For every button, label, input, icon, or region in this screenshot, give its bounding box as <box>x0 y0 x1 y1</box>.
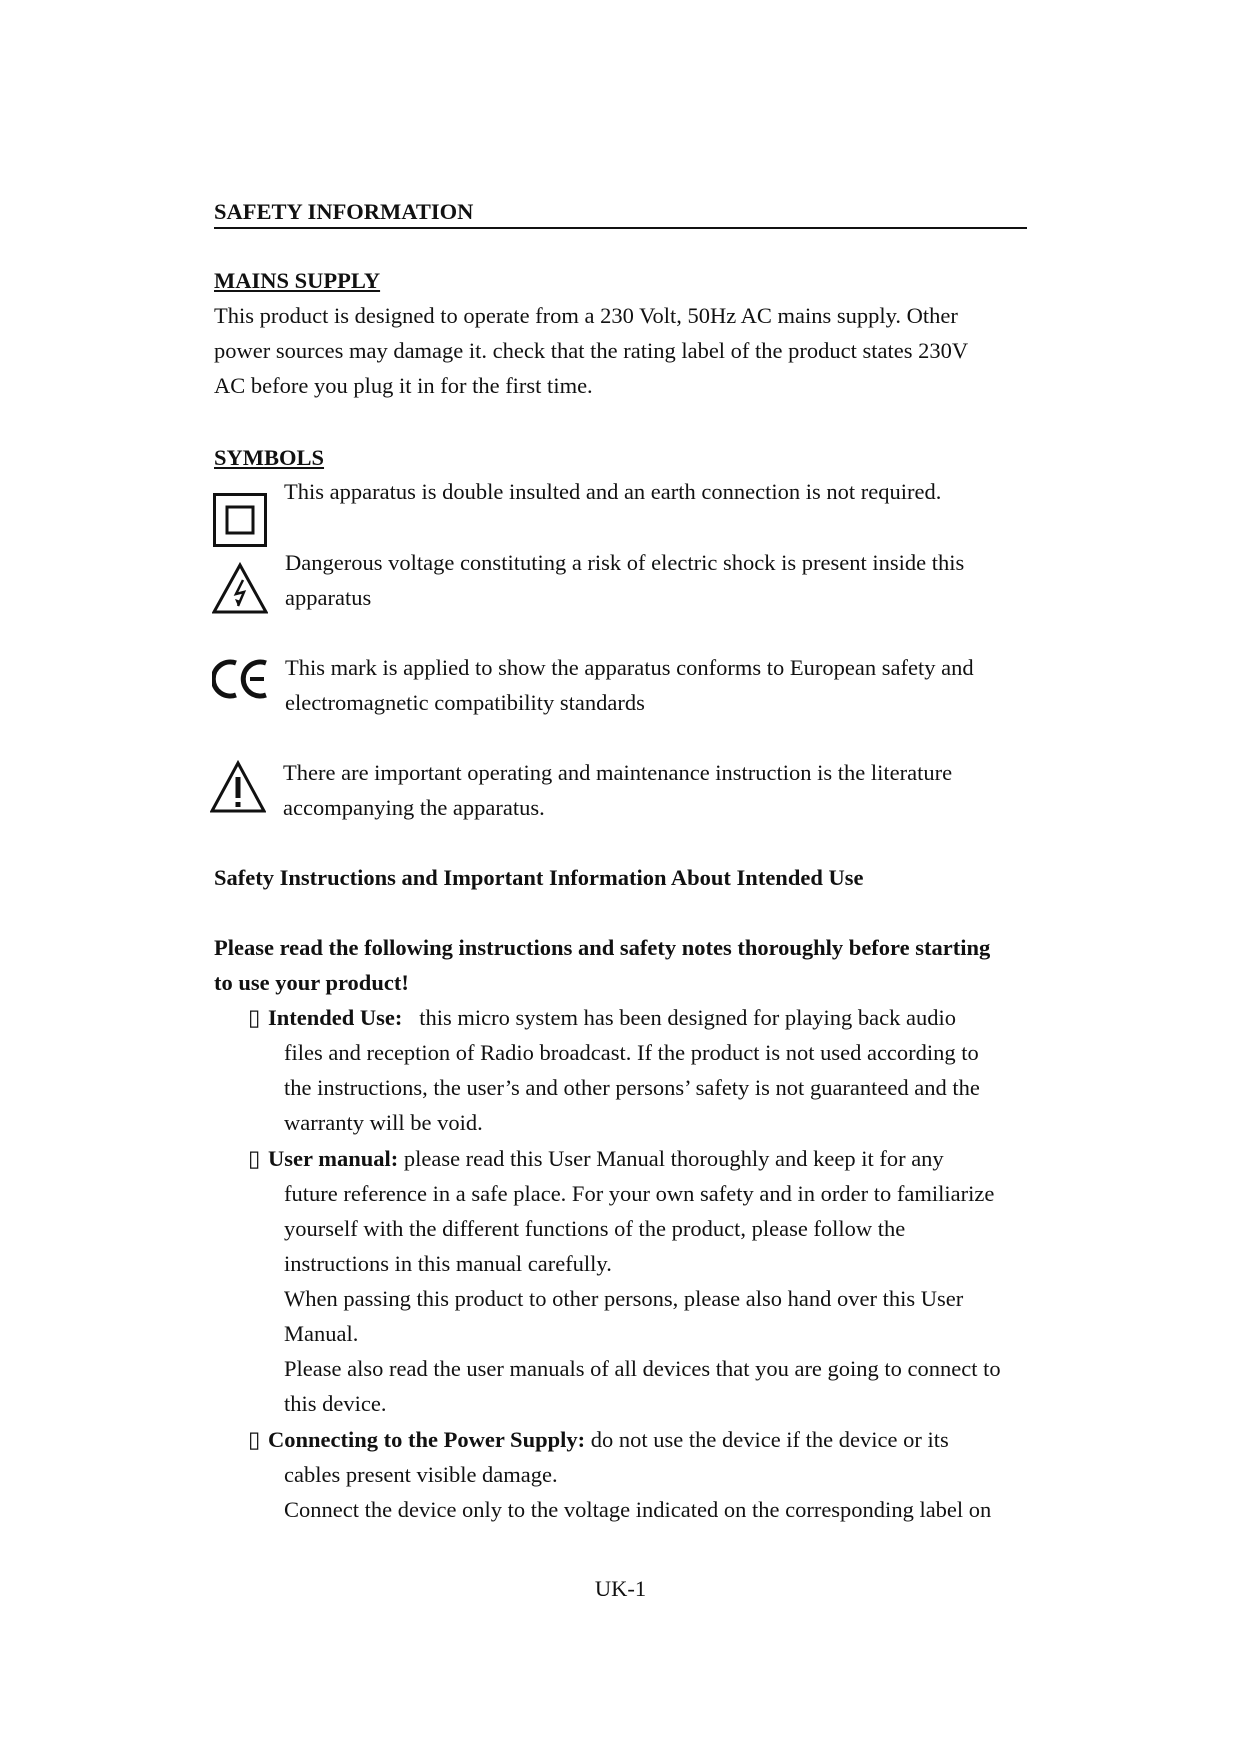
ce-mark-text: This mark is applied to show the apparatus conforms to European safety and <box>285 655 974 680</box>
read-instructions-notice: to use your product! <box>214 970 409 995</box>
page-number: UK-1 <box>594 1576 647 1601</box>
power-supply-label: Connecting to the Power Supply: <box>268 1427 586 1452</box>
mains-text-line: This product is designed to operate from a 230 Volt, 50Hz AC mains supply. Other <box>214 303 958 328</box>
ce-mark-icon <box>212 657 270 701</box>
safety-instructions-heading: Safety Instructions and Important Information About Intended Use <box>214 865 864 890</box>
user-manual-text: please read this User Manual thoroughly and keep it for any <box>398 1146 944 1171</box>
user-manual-item <box>248 1141 944 1176</box>
electric-shock-warning-icon <box>212 562 268 614</box>
ce-mark-text: electromagnetic compatibility standards <box>285 690 645 715</box>
mains-text-line: AC before you plug it in for the first time. <box>214 373 593 398</box>
intended-use-text: this micro system has been designed for playing back audio <box>402 1005 957 1030</box>
user-manual-text: Please also read the user manuals of all devices that you are going to connect to <box>284 1356 1001 1381</box>
power-supply-text: do not use the device if the device or its <box>585 1427 949 1452</box>
mains-text-line: power sources may damage it. check that the rating label of the product states 230V <box>214 338 969 363</box>
power-supply-item <box>248 1422 949 1457</box>
mains-supply-heading: MAINS SUPPLY <box>214 268 381 293</box>
user-manual-label: User manual: <box>268 1146 399 1171</box>
intended-use-label: Intended Use: <box>268 1005 403 1030</box>
intended-use-text: warranty will be void. <box>284 1110 483 1135</box>
user-manual-text: instructions in this manual carefully. <box>284 1251 612 1276</box>
bullet-icon: ▯ <box>248 1005 261 1030</box>
intended-use-item <box>248 1000 956 1035</box>
user-manual-text: When passing this product to other persons, please also hand over this User <box>284 1286 964 1311</box>
user-manual-text: future reference in a safe place. For your own safety and in order to familiarize <box>284 1181 995 1206</box>
page-title: SAFETY INFORMATION <box>214 197 1027 229</box>
caution-warning-icon <box>210 760 266 814</box>
user-manual-text: this device. <box>284 1391 387 1416</box>
intended-use-text: files and reception of Radio broadcast. If the product is not used according to <box>284 1040 979 1065</box>
user-manual-text: Manual. <box>284 1321 359 1346</box>
power-supply-text: cables present visible damage. <box>284 1462 558 1487</box>
double-insulation-icon <box>213 493 267 547</box>
caution-text: There are important operating and maintenance instruction is the literature <box>283 760 953 785</box>
dangerous-voltage-text: apparatus <box>285 585 372 610</box>
double-insulated-text: This apparatus is double insulted and an earth connection is not required. <box>284 479 942 504</box>
dangerous-voltage-text: Dangerous voltage constituting a risk of electric shock is present inside this <box>285 550 965 575</box>
user-manual-text: yourself with the different functions of the product, please follow the <box>284 1216 906 1241</box>
bullet-icon: ▯ <box>248 1427 261 1452</box>
power-supply-text: Connect the device only to the voltage indicated on the corresponding label on <box>284 1497 992 1522</box>
read-instructions-notice: Please read the following instructions and safety notes thoroughly before starting <box>214 935 991 960</box>
intended-use-text: the instructions, the user’s and other persons’ safety is not guaranteed and the <box>284 1075 980 1100</box>
symbols-heading: SYMBOLS <box>214 445 325 470</box>
caution-text: accompanying the apparatus. <box>283 795 545 820</box>
bullet-icon: ▯ <box>248 1146 261 1171</box>
